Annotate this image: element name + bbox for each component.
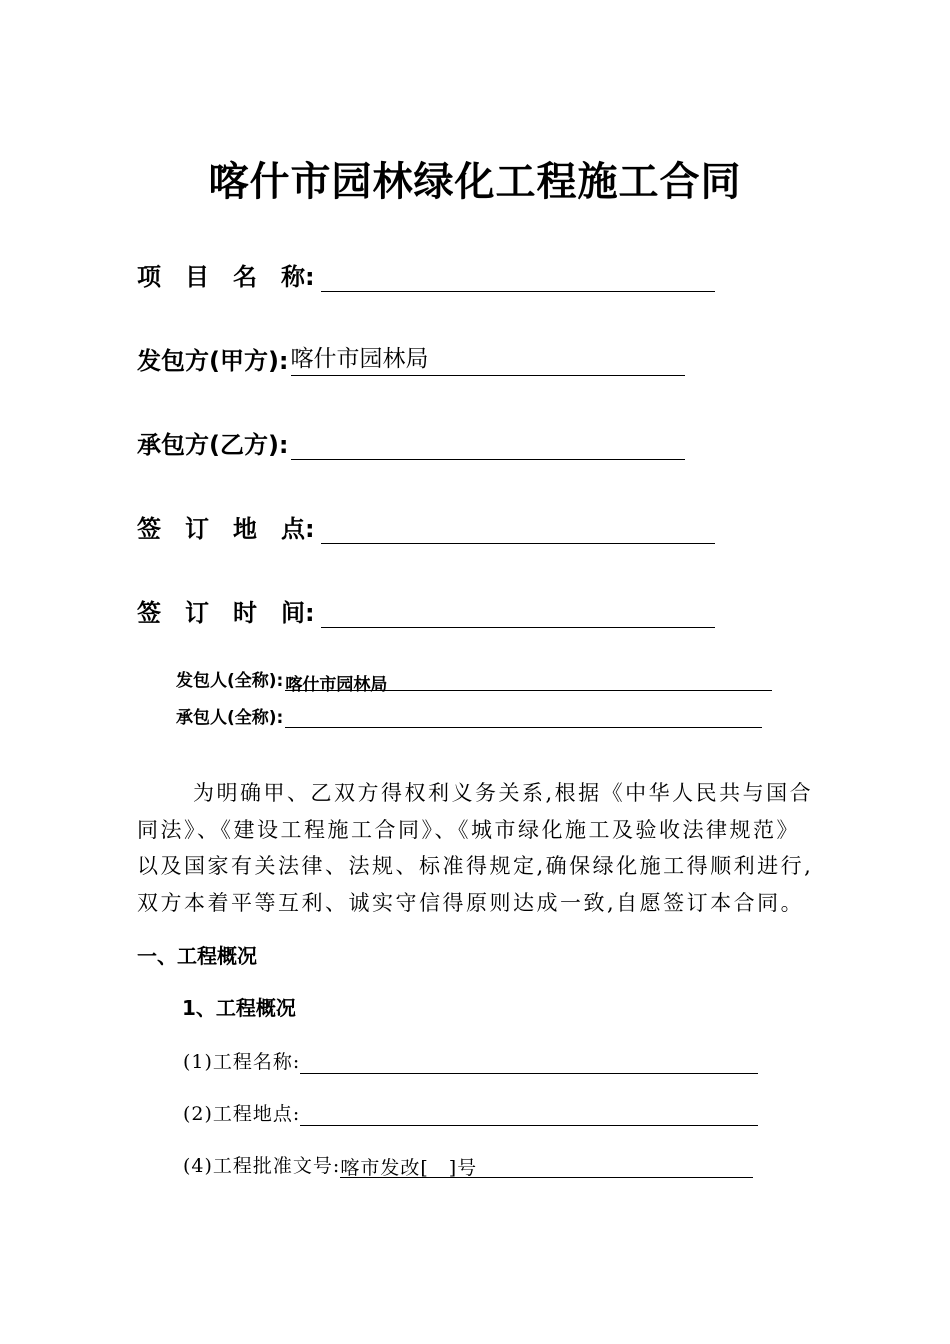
section-heading: 一、工程概况 [137,944,257,968]
preamble-paragraph [137,775,817,921]
project-location-item [183,1096,758,1126]
sign-time-label: 签 订 时 间: [137,599,315,627]
approval-number-item [183,1148,753,1178]
sign-time-input[interactable] [321,598,715,628]
item-input[interactable]: 喀市发改[ ]号 [340,1153,753,1178]
project-name-label: 项 目 名 称: [137,263,315,291]
party-a-field [137,336,685,376]
party-a-label: 发包方(甲方): [137,347,289,375]
project-name-input[interactable] [321,262,715,292]
contractor-label: 承包人(全称): [176,708,284,728]
contractor-input[interactable] [285,707,762,728]
item-label: (1)工程名称: [183,1051,301,1073]
employer-field [176,667,772,695]
party-b-field [137,420,685,460]
employer-label: 发包人(全称): [176,671,284,691]
item-label: (2)工程地点: [183,1103,301,1125]
sign-time-field [137,588,715,628]
project-name-item [183,1044,758,1074]
sign-place-label: 签 订 地 点: [137,515,315,543]
contract-title: 喀什市园林绿化工程施工合同 [208,159,742,205]
item-label: (4)工程批准文号: [183,1155,341,1177]
party-a-input[interactable]: 喀什市园林局 [291,346,685,376]
party-b-label: 承包方(乙方): [137,431,289,459]
item-input[interactable] [300,1049,758,1074]
sign-place-field [137,504,715,544]
contractor-field [176,704,762,728]
sign-place-input[interactable] [321,514,715,544]
project-name-field [137,252,715,292]
party-b-input[interactable] [291,430,685,460]
item-input[interactable] [300,1101,758,1126]
employer-input[interactable]: 喀什市园林局 [285,670,772,691]
preamble-text: 为明确甲、乙双方得权利义务关系,根据《中华人民共与国合同法》、《建设工程施工合同》、《城市绿化施工及验收法律规范》以及国家有关法律、法规、标准得规定,确保绿化施工得顺利进行,双方本着平等互利、诚实守信得原则达成一致,自愿签订本合同。 [137,781,814,915]
subsection-heading: 1、工程概况 [182,996,296,1020]
